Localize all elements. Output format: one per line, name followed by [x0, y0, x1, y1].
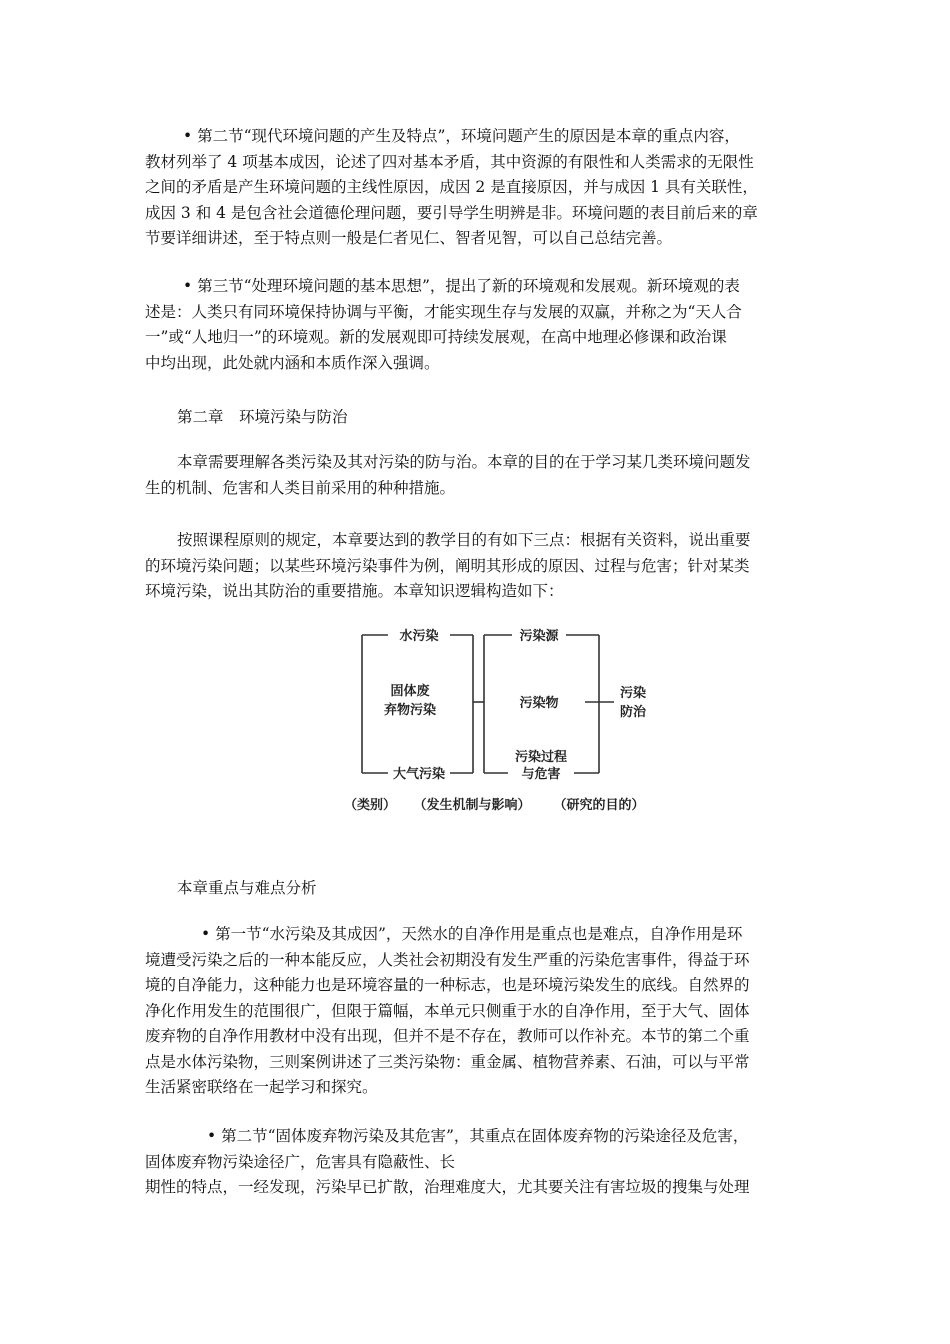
text-line: 净化作用发生的范围很广，但限于篇幅，本单元只侧重于水的自净作用，至于大气、固体 [145, 1001, 750, 1020]
text-line: 述是：人类只有同环境保持协调与平衡，才能实现生存与发展的双赢，并称之为“天人合 [145, 302, 742, 321]
text-line: 境遭受污染之后的一种本能反应，人类社会初期没有发生严重的污染危害事件，得益于环 [145, 950, 750, 969]
paragraph-section3-thought [145, 274, 800, 376]
diagram-pollutant: 污染物 [519, 696, 559, 711]
text-line: 中均出现，此处就内涵和本质作深入强调。 [145, 353, 440, 372]
text-line: 本章需要理解各类污染及其对污染的防与治。本章的目的在于学习某几类环境问题发 [177, 453, 751, 471]
diagram-caption-mechanism: （发生机制与影响） [413, 798, 531, 813]
diagram-caption-purpose: （研究的目的） [553, 798, 645, 813]
diagram-air-pollution: 大气污染 [392, 767, 446, 782]
text-line: • 第二节“现代环境问题的产生及特点”，环境问题产生的原因是本章的重点内容， [183, 127, 740, 145]
paragraph-water-pollution [145, 922, 800, 1101]
diagram-pollution-process-1: 污染过程 [514, 750, 568, 765]
text-line: 的环境污染问题；以某些环境污染事件为例，阐明其形成的原因、过程与危害；针对某类 [145, 556, 750, 575]
diagram-caption-category: （类别） [343, 798, 397, 813]
text-line: 生的机制、危害和人类目前采用的种种措施。 [145, 478, 456, 497]
diagram-pollution-source: 污染源 [519, 629, 559, 644]
diagram-svg [343, 625, 652, 815]
diagram-solid-waste-2: 弃物污染 [383, 703, 437, 718]
diagram-solid-waste-1: 固体废 [390, 684, 430, 699]
text-line: 一”或“人地归一”的环境观。新的发展观即可持续发展观，在高中地理必修课和政治课 [145, 328, 727, 346]
text-line: 教材列举了 4 项基本成因，论述了四对基本矛盾，其中资源的有限性和人类需求的无限性 [145, 152, 754, 171]
text-line: 境的自净能力，这种能力也是环境容量的一种标志，也是环境污染发生的底线。自然界的 [145, 976, 750, 994]
text-line: 废弃物的自净作用教材中没有出现，但并不是不存在，教师可以作补充。本节的第二个重 [145, 1027, 750, 1045]
text-line: 期性的特点，一经发现，污染早已扩散，治理难度大，尤其要关注有害垃圾的搜集与处理 [145, 1178, 750, 1196]
paragraph-section2-causes [145, 124, 800, 252]
text-line: 点是水体污染物，三则案例讲述了三类污染物：重金属、植物营养素、石油，可以与平常 [145, 1052, 750, 1071]
diagram-water-pollution: 水污染 [399, 629, 439, 644]
text-line: • 第二节“固体废弃物污染及其危害”，其重点在固体废弃物的污染途径及危害， [207, 1127, 749, 1145]
paragraph-chapter-intro [145, 450, 800, 501]
text-line: 固体废弃物污染途径广，危害具有隐蔽性、长 [145, 1152, 456, 1171]
chapter-heading: 第二章 环境污染与防治 [177, 408, 348, 426]
text-line: • 第一节“水污染及其成因”，天然水的自净作用是重点也是难点，自净作用是环 [201, 925, 743, 943]
knowledge-structure-diagram [343, 625, 652, 815]
paragraph-solid-waste [145, 1124, 800, 1201]
paragraph-teaching-goals [145, 528, 800, 605]
text-line: • 第三节“处理环境问题的基本思想”，提出了新的环境观和发展观。新环境观的表 [183, 277, 740, 295]
diagram-prevention-2: 防治 [619, 705, 647, 720]
text-line: 成因 3 和 4 是包含社会道德伦理问题，要引导学生明辨是非。环境问题的表目前后来的章 [145, 203, 758, 222]
diagram-pollution-process-2: 与危害 [521, 767, 561, 782]
section-heading-key-points: 本章重点与难点分析 [177, 879, 317, 897]
text-line: 环境污染，说出其防治的重要措施。本章知识逻辑构造如下： [145, 582, 564, 600]
text-line: 生活紧密联络在一起学习和探究。 [145, 1078, 378, 1096]
text-line: 节要详细讲述，至于特点则一般是仁者见仁、智者见智，可以自己总结完善。 [145, 229, 673, 247]
text-line: 按照课程原则的规定，本章要达到的教学目的有如下三点：根据有关资料，说出重要 [177, 531, 751, 549]
diagram-prevention-1: 污染 [619, 686, 647, 701]
text-line: 之间的矛盾是产生环境问题的主线性原因，成因 2 是直接原因，并与成因 1 具有关联性， [145, 178, 758, 196]
